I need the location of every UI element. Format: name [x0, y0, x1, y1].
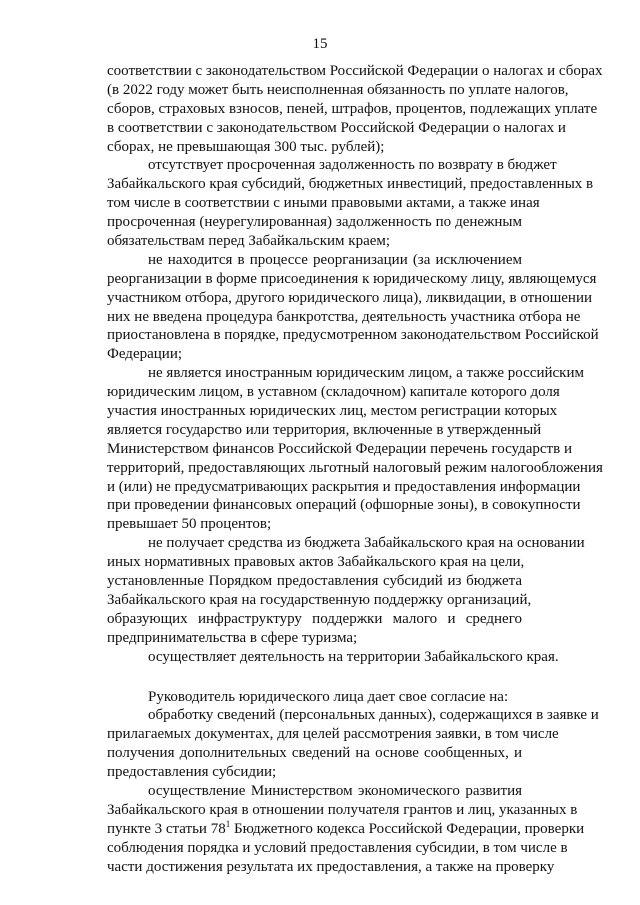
text-line: сборах, не превышающая 300 тыс. рублей);	[107, 138, 385, 155]
paragraph-spacer	[107, 667, 522, 688]
paragraph-consent-inspections	[107, 782, 585, 876]
text-line: части достижения результата их предоставления, а также на проверку	[107, 858, 555, 875]
text-fragment: Бюджетного кодекса Российской Федерации, проверки	[230, 820, 585, 837]
text-line: не является иностранным юридическим лицом, а также российским	[148, 365, 584, 382]
text-line: установленные Порядком предоставления субсидий из бюджета	[107, 573, 522, 590]
footnote-superscript: 1	[225, 818, 231, 829]
text-line: не находится в процессе реорганизации (за исключением	[148, 251, 522, 268]
text-line: территорий, предоставляющих льготный налоговый режим налогообложения	[107, 459, 603, 476]
text-line: Федерации;	[107, 346, 183, 363]
text-line: в соответствии с законодательством Российской Федерации о налогах и	[107, 119, 566, 136]
text-line: сборов, страховых взносов, пеней, штрафов, процентов, подлежащих уплате	[107, 100, 598, 117]
text-line: том числе в соответствии с иными правовыми актами, а также иная	[107, 195, 540, 212]
paragraph-consent-data-processing	[107, 706, 599, 782]
text-line-with-footnote	[107, 818, 585, 839]
paragraph-not-reorganizing	[107, 251, 599, 364]
text-line: является государство или территория, включенные в утвержденный	[107, 421, 542, 438]
text-line: при проведении финансовых операций (офшорные зоны), в совокупности	[107, 497, 581, 514]
text-line: иных нормативных правовых актов Забайкальского края на цели,	[107, 554, 525, 571]
text-line: Руководитель юридического лица дает свое согласие на:	[148, 688, 509, 705]
paragraph-not-foreign-entity	[107, 364, 603, 534]
text-line: образующих инфраструктуру поддержки малого и среднего	[107, 610, 522, 627]
paragraph-operates-in-region	[107, 648, 559, 667]
text-line: прилагаемых документах, для целей рассмотрения заявки, в том числе	[107, 726, 559, 743]
text-line: Забайкальского края субсидий, бюджетных инвестиций, предоставленных в	[107, 176, 594, 193]
text-line: них не введена процедура банкротства, деятельность участника отбора не	[107, 308, 581, 325]
text-line: соблюдения порядка и условий предоставления субсидии, в том числе в	[107, 839, 568, 856]
text-line: Забайкальского края в отношении получателя грантов и лиц, указанных в	[107, 801, 578, 818]
text-line: соответствии с законодательством Российской Федерации о налогах и сборах	[107, 63, 603, 79]
text-line: участником отбора, другого юридического лица), ликвидации, в отношении	[107, 289, 593, 306]
text-line: просроченная (неурегулированная) задолженность по денежным	[107, 214, 522, 231]
paragraph-no-other-funds	[107, 534, 585, 647]
text-line: не получает средства из бюджета Забайкальского края на основании	[148, 535, 585, 552]
text-line: осуществляет деятельность на территории Забайкальского края.	[148, 648, 559, 665]
page-number: 15	[312, 36, 328, 52]
text-line: обработку сведений (персональных данных), содержащихся в заявке и	[148, 707, 599, 724]
text-line: и (или) не предусматривающих раскрытия и предоставления информации	[107, 478, 581, 495]
text-line: участия иностранных юридических лиц, местом регистрации которых	[107, 403, 558, 420]
paragraph-consent-intro	[107, 688, 522, 707]
text-line: получения дополнительных сведений на основе сообщенных, и	[107, 745, 522, 762]
paragraph-no-overdue-debt	[107, 156, 594, 250]
text-line: отсутствует просроченная задолженность по возврату в бюджет	[148, 157, 557, 174]
text-line: Забайкальского края на государственную поддержку организаций,	[107, 591, 532, 608]
text-line: Министерством финансов Российской Федерации перечень государств и	[107, 440, 572, 457]
text-line: предоставления субсидии;	[107, 764, 277, 781]
paragraph-tax-obligations	[107, 62, 603, 156]
text-line: превышает 50 процентов;	[107, 516, 272, 533]
document-body	[107, 62, 603, 876]
text-line: осуществление Министерством экономического развития	[148, 782, 522, 799]
text-line: приостановлена в порядке, предусмотренном законодательством Российской	[107, 327, 599, 344]
text-line: предпринимательства в сфере туризма;	[107, 629, 358, 646]
text-line: юридическим лицом, в уставном (складочном) капитале которого доля	[107, 384, 560, 401]
text-fragment: пункте 3 статьи 78	[107, 820, 226, 837]
text-line: (в 2022 году может быть неисполненная обязанность по уплате налогов,	[107, 81, 569, 98]
text-line: реорганизации в форме присоединения к юридическому лицу, являющемуся	[107, 270, 597, 287]
text-line: обязательствам перед Забайкальским краем;	[107, 233, 391, 250]
